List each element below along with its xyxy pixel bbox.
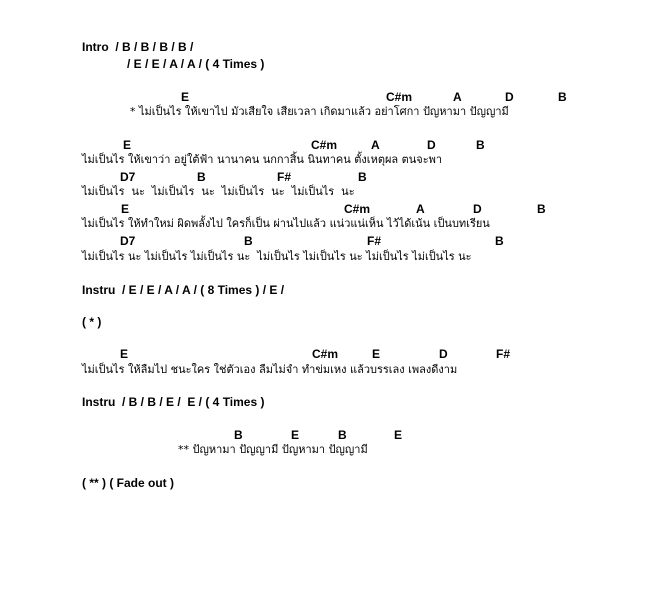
outro-hook-lyric: ** ปัญหามา ปัญญามี ปัญหามา ปัญญามี (178, 443, 368, 456)
chord: F# (367, 234, 382, 248)
ending-marker: ( ** ) ( Fade out ) (82, 476, 174, 490)
verse-4-lyric: ไม่เป็นไร นะ ไม่เป็นไร ไม่เป็นไร นะ ไม่เป็นไร ไม่เป็นไร นะ ไม่เป็นไร ไม่เป็นไร นะ (82, 250, 472, 263)
verse-3-lyric: ไม่เป็นไร ให้ทำใหม่ ผิดพลั้งไป ใครก็เป็น ผ่านไปแล้ว แน่วแน่เห็น ไว้ได้เน้น เป็นบทเรียน (82, 217, 490, 230)
chord: D (505, 90, 514, 104)
chord: E (121, 202, 130, 216)
chord: E (394, 428, 403, 442)
chord: D (473, 202, 482, 216)
bridge-lyric: ไม่เป็นไร ให้ลืมไป ชนะใคร ใช่ตัวเอง ลืมไม่จำ ทำข่มเหง แล้วบรรเลง เพลงดีงาม (82, 363, 458, 376)
instrumental-line-2: Instru / B / B / E / E / ( 4 Times ) (82, 395, 265, 409)
chord: B (244, 234, 253, 248)
chord: A (416, 202, 425, 216)
chord: C#m (344, 202, 371, 216)
verse-1-lyric: ไม่เป็นไร ให้เขาว่า อยู่ใต้ฟ้า นานาคน นกกาสิ้น นินทาคน ตั้งเหตุผล ตนจะพา (82, 153, 443, 166)
chord: C#m (311, 138, 338, 152)
intro-line-1: Intro / B / B / B / B / (82, 40, 194, 54)
chord: E (181, 90, 190, 104)
chord: D (427, 138, 436, 152)
chord: B (558, 90, 567, 104)
verse-2-lyric: ไม่เป็นไร นะ ไม่เป็นไร นะ ไม่เป็นไร นะ ไม่เป็นไร นะ (82, 185, 355, 198)
chord: D7 (120, 234, 136, 248)
chord: B (234, 428, 243, 442)
chord: C#m (386, 90, 413, 104)
chord: B (476, 138, 485, 152)
chord: B (537, 202, 546, 216)
chorus-marked-lyric: * ไม่เป็นไร ให้เขาไป มัวเสียใจ เสียเวลา เกิดมาแล้ว อย่าโศกา ปัญหามา ปัญญามี (130, 105, 509, 118)
chord: B (358, 170, 367, 184)
chord: A (371, 138, 380, 152)
chord: F# (496, 347, 511, 361)
intro-line-2: / E / E / A / A / ( 4 Times ) (127, 57, 265, 71)
chord: D (439, 347, 448, 361)
chord: F# (277, 170, 292, 184)
chord: E (372, 347, 381, 361)
chord: B (495, 234, 504, 248)
chord: C#m (312, 347, 339, 361)
chord: E (120, 347, 129, 361)
instrumental-line-1: Instru / E / E / A / A / ( 8 Times ) / E / (82, 283, 285, 297)
chord: E (291, 428, 300, 442)
chord: A (453, 90, 462, 104)
chord: E (123, 138, 132, 152)
chord: D7 (120, 170, 136, 184)
chord: B (197, 170, 206, 184)
chord: B (338, 428, 347, 442)
repeat-chorus-marker: ( * ) (82, 315, 102, 329)
